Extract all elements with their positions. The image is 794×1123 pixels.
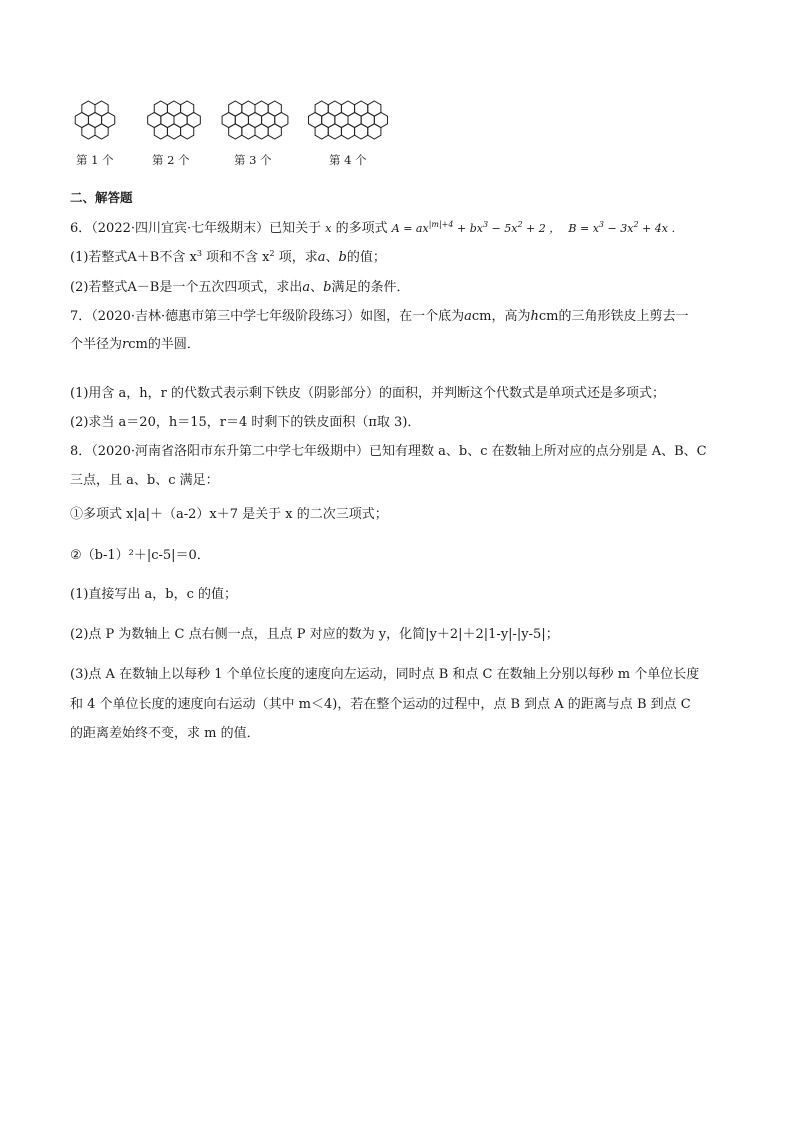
q6-p1-exp-1: 3 [196,249,202,258]
hexagon-cell [229,124,242,139]
q6-p2-a: (2)若整式A－B是一个五次四项式，求出 [70,280,303,295]
hexagon-cell [167,124,180,139]
hexagon-cell [154,124,167,139]
figure-3-label: 第 3 个 [234,153,272,167]
q6-prefix: 6．（2022·四川宜宾·七年级期末）已知关于 [70,221,322,236]
q8-part-2: (2)点 P 为数轴上 C 点右侧一点，且点 P 对应的数为 y，化简|y＋2|＋2|1-y|-|y-5|； [70,627,559,642]
poly-a-exp-2: 3 [482,220,489,229]
q8-part-3-line-3: 的距离差始终不变，求 m 的值． [70,726,260,741]
q6-p2-b: a [302,280,311,295]
q6-p1-c: 项，求 [274,250,318,265]
q6-part-1 [70,246,386,265]
q6-part-2 [70,276,409,295]
figure-1-label: 第 1 个 [76,153,114,167]
q6-p1-b: 项和不含 x [201,250,270,265]
poly-a-exp-1: |m|+4 [428,220,454,229]
poly-a-1: A = ax [391,222,429,235]
figure-2 [144,100,204,167]
hexagon-cell [341,124,354,139]
poly-b-3: + 4x ． [638,222,683,235]
q6-p1-g: 的值； [346,250,386,265]
figure-4-label: 第 4 个 [329,153,367,167]
q7-h: h [530,309,539,324]
poly-b-exp-2: 2 [633,220,639,229]
section-title: 二、解答题 [70,190,133,205]
q7-stem-line-2 [70,333,200,352]
figure-1 [70,100,120,167]
figure-4-hexagons [305,100,391,150]
q8-part-3-line-1: (3)点 A 在数轴上以每秒 1 个单位长度的速度向左运动，同时点 B 和点 C 在数轴上分别以每秒 m 个单位长度 [70,667,700,682]
q7-r: r [122,337,129,352]
q6-p1-e: 、 [325,250,339,265]
q6-p1-exp-2: 2 [269,249,275,258]
hexagon-cell [268,124,281,139]
q6-p1-f: b [338,250,347,265]
q7-l1-c: cm的三角形铁皮上剪去一 [538,309,689,324]
q6-poly-b [568,222,682,235]
hexagon-cell [328,124,341,139]
hexagon-cell [95,124,108,139]
q6-p2-d: b [323,280,332,295]
q8-condition-2: ②（b-1）²＋|c-5|＝0． [70,548,210,563]
q8-stem-line-1: 8．（2020·河南省洛阳市东升第二中学七年级期中）已知有理数 a、b、c 在数轴上所对应的点分别是 A、B、C [70,444,707,459]
figure-3 [220,100,290,167]
figure-2-label: 第 2 个 [152,153,190,167]
poly-b-exp-1: 3 [598,220,605,229]
q6-mid: 的多项式 [335,221,388,236]
poly-a-3: − 5x [488,222,518,235]
figure-4 [305,100,391,167]
q7-part-1: (1)用含 a，h，r 的代数式表示剩下铁皮（阴影部分）的面积，并判断这个代数式是单项式还是多项式； [70,386,666,401]
q8-condition-1: ①多项式 x|a|＋（a-2）x＋7 是关于 x 的二次三项式； [70,507,388,522]
q6-poly-a [392,222,561,235]
q7-stem-line-1 [70,305,688,324]
poly-a-4: + 2 ， [522,222,561,235]
poly-b-1: B = x [568,222,599,235]
q8-part-3-line-2: 和 4 个单位长度的速度向右运动（其中 m＜4)，若在整个运动的过程中，点 B 到点 A 的距离与点 B 到点 C [70,697,691,712]
hexagon-cell [255,124,268,139]
q7-l2-a: 个半径为 [70,337,123,352]
hexagon-cell [368,124,381,139]
q8-stem-line-2: 三点，且 a、b、c 满足： [70,473,219,488]
hexagon-cell [82,124,95,139]
q6-stem [70,217,682,236]
q6-p1-a: (1)若整式A＋B不含 x [70,250,197,265]
q6-var: x [325,222,332,235]
hexagon-figure-row [60,100,420,170]
poly-a-exp-3: 2 [517,220,523,229]
hexagon-cell [181,124,194,139]
q7-l1-b: cm，高为 [471,309,531,324]
hexagon-cell [242,124,255,139]
figure-2-hexagons [144,100,204,150]
q7-part-2: (2)求当 a＝20，h＝15，r＝4 时剩下的铁皮面积（π取 3)． [70,415,421,430]
figure-3-hexagons [220,100,290,150]
q8-part-1: (1)直接写出 a，b，c 的值； [70,587,238,602]
poly-b-2: − 3x [604,222,634,235]
poly-a-2: + bx [453,222,483,235]
hexagon-cell [355,124,368,139]
hexagon-cell [315,124,328,139]
q6-p1-d: a [317,250,326,265]
q6-p2-c: 、 [310,280,324,295]
q7-l2-b: cm的半圆． [128,337,200,352]
q7-l1-a: 7．（2020·吉林·德惠市第三中学七年级阶段练习）如图，在一个底为 [70,309,465,324]
q6-p2-e: 满足的条件． [331,280,410,295]
q7-a: a [464,309,472,324]
figure-1-hexagons [70,100,120,150]
